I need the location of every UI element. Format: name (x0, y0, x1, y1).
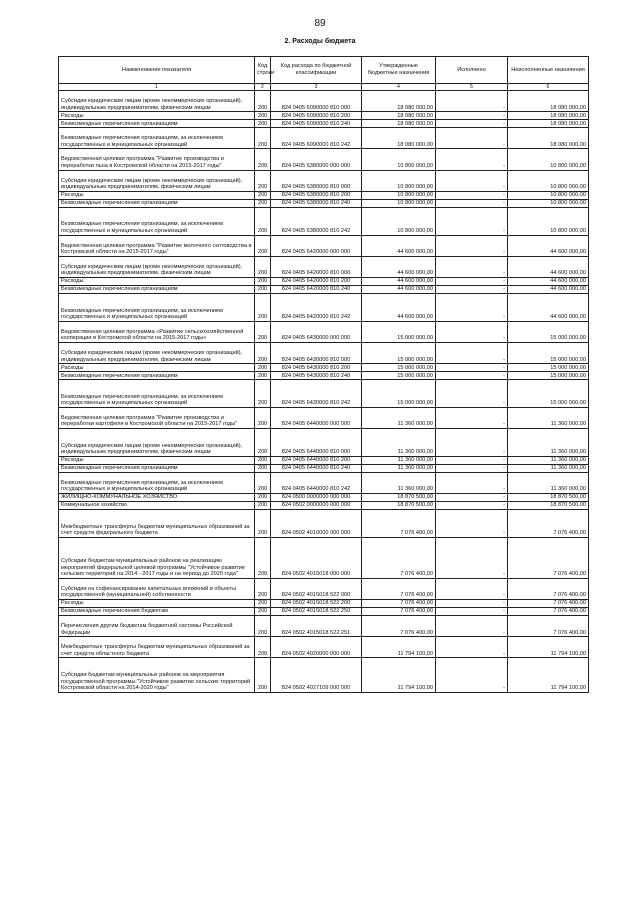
row-line-code: 200 (255, 207, 271, 235)
row-executed: - (436, 285, 508, 293)
row-name: Расходы (59, 600, 255, 608)
row-unexecuted: 44 600 000,00 (508, 293, 589, 321)
row-line-code: 200 (255, 510, 271, 538)
row-name: Расходы (59, 364, 255, 372)
row-name: Межбюджетные трансферты бюджетам муниципальных образований за счет средств федерального бюджета (59, 510, 255, 538)
table-row (59, 537, 589, 578)
row-line-code: 200 (255, 537, 271, 578)
row-approved: 7 076 400,00 (362, 537, 436, 578)
table-row (59, 472, 589, 493)
row-name: Безвозмездные перечисления организациям, за исключением государственных и муниципальных организаций (59, 128, 255, 149)
table-row (59, 277, 589, 285)
row-name: Расходы (59, 112, 255, 120)
table-row (59, 502, 589, 510)
row-approved: 11 794 100,00 (362, 637, 436, 658)
row-unexecuted: 11 360 000,00 (508, 456, 589, 464)
row-unexecuted: 18 080 000,00 (508, 91, 589, 112)
row-approved: 44 600 000,00 (362, 293, 436, 321)
row-line-code: 200 (255, 191, 271, 199)
row-executed: - (436, 256, 508, 277)
row-line-code: 200 (255, 456, 271, 464)
header-line-code: Код строки (255, 57, 271, 84)
table-row (59, 380, 589, 408)
row-name: ЖИЛИЩНО-КОММУНАЛЬНОЕ ХОЗЯЙСТВО (59, 494, 255, 502)
row-approved: 15 000 000,00 (362, 372, 436, 380)
row-line-code: 200 (255, 380, 271, 408)
row-name: Ведомственная целевая программа "Развитие молочного скотоводства в Костромской области на 2015-2017 годы" (59, 235, 255, 256)
row-unexecuted: 10 800 000,00 (508, 207, 589, 235)
row-approved: 11 360 000,00 (362, 464, 436, 472)
row-approved: 15 000 000,00 (362, 364, 436, 372)
row-approved: 18 080 000,00 (362, 91, 436, 112)
row-budget-code: 824 0502 4015018 000 000 (271, 537, 362, 578)
row-approved: 11 360 000,00 (362, 472, 436, 493)
row-unexecuted: 15 000 000,00 (508, 321, 589, 342)
row-budget-code: 824 0405 6440000 810 240 (271, 464, 362, 472)
row-approved: 11 794 100,00 (362, 658, 436, 692)
column-number-row (59, 84, 589, 91)
row-line-code: 200 (255, 364, 271, 372)
row-executed: - (436, 456, 508, 464)
row-approved: 44 600 000,00 (362, 285, 436, 293)
row-unexecuted: 11 794 100,00 (508, 658, 589, 692)
header-budget-code: Код расхода по бюджетной классификации (271, 57, 362, 84)
row-unexecuted: 7 076 400,00 (508, 537, 589, 578)
row-executed: - (436, 578, 508, 599)
row-unexecuted: 44 600 000,00 (508, 256, 589, 277)
row-name: Безвозмездные перечисления организациям, за исключением государственных и муниципальных организаций (59, 293, 255, 321)
row-budget-code: 824 0502 0000000 000 000 (271, 502, 362, 510)
row-approved: 7 076 400,00 (362, 510, 436, 538)
row-line-code: 200 (255, 637, 271, 658)
row-line-code: 200 (255, 464, 271, 472)
row-line-code: 200 (255, 199, 271, 207)
row-name: Субсидии бюджетам муниципальных районов на мероприятия государственной программы "Устойчивое развитие сельских территорий Костромской области на 2014-2020 годы" (59, 658, 255, 692)
row-line-code: 200 (255, 342, 271, 363)
table-row (59, 285, 589, 293)
row-name: Безвозмездные перечисления бюджетам (59, 608, 255, 616)
row-executed: - (436, 191, 508, 199)
table-row (59, 600, 589, 608)
table-row (59, 112, 589, 120)
row-name: Субсидии юридическим лицам (кроме некоммерческих организаций), индивидуальным предпринимателям, физическим лицам (59, 342, 255, 363)
row-budget-code: 824 0405 6430000 810 000 (271, 342, 362, 363)
row-budget-code: 824 0405 6440000 000 000 (271, 407, 362, 428)
row-budget-code: 824 0405 6380000 000 000 (271, 149, 362, 170)
row-approved: 10 800 000,00 (362, 207, 436, 235)
row-approved: 15 000 000,00 (362, 321, 436, 342)
row-unexecuted: 15 000 000,00 (508, 364, 589, 372)
table-row (59, 494, 589, 502)
row-executed: - (436, 293, 508, 321)
row-executed: - (436, 149, 508, 170)
row-budget-code: 824 0502 4015018 522 250 (271, 608, 362, 616)
row-approved: 11 360 000,00 (362, 429, 436, 457)
row-budget-code: 824 0405 6430000 810 200 (271, 364, 362, 372)
row-budget-code: 824 0405 6090000 810 242 (271, 128, 362, 149)
row-budget-code: 824 0502 4020000 000 000 (271, 637, 362, 658)
row-line-code: 200 (255, 285, 271, 293)
table-row (59, 149, 589, 170)
row-name: Безвозмездные перечисления организациям, за исключением государственных и муниципальных организаций (59, 380, 255, 408)
row-line-code: 200 (255, 91, 271, 112)
row-approved: 18 080 000,00 (362, 120, 436, 128)
row-name: Безвозмездные перечисления организациям, за исключением государственных и муниципальных организаций (59, 472, 255, 493)
row-name: Безвозмездные перечисления организациям (59, 372, 255, 380)
column-number: 3 (271, 84, 362, 91)
row-line-code: 200 (255, 658, 271, 692)
row-budget-code: 824 0405 6380000 810 200 (271, 191, 362, 199)
row-name: Межбюджетные трансферты бюджетам муниципальных образований за счет средств областного бюджета (59, 637, 255, 658)
header-approved: Утвержденные бюджетные назначения (362, 57, 436, 84)
table-row (59, 207, 589, 235)
row-name: Безвозмездные перечисления организациям (59, 199, 255, 207)
row-name: Субсидии юридическим лицам (кроме некоммерческих организаций), индивидуальным предпринимателям, физическим лицам (59, 256, 255, 277)
row-executed: - (436, 207, 508, 235)
row-executed: - (436, 608, 508, 616)
row-line-code: 200 (255, 293, 271, 321)
row-executed: - (436, 616, 508, 637)
row-budget-code: 824 0500 0000000 000 000 (271, 494, 362, 502)
column-number: 6 (508, 84, 589, 91)
row-approved: 11 360 000,00 (362, 407, 436, 428)
budget-expenditure-table (58, 56, 589, 693)
row-approved: 10 800 000,00 (362, 199, 436, 207)
row-approved: 18 870 500,00 (362, 494, 436, 502)
row-name: Коммунальное хозяйство (59, 502, 255, 510)
row-unexecuted: 7 076 400,00 (508, 600, 589, 608)
table-row (59, 170, 589, 191)
row-executed: - (436, 472, 508, 493)
row-budget-code: 824 0405 6090000 810 000 (271, 91, 362, 112)
header-unexecuted: Неисполненные назначения (508, 57, 589, 84)
table-row (59, 578, 589, 599)
row-budget-code: 824 0405 6440000 810 242 (271, 472, 362, 493)
row-budget-code: 824 0405 6430000 810 242 (271, 380, 362, 408)
row-name: Расходы (59, 277, 255, 285)
section-title: 2. Расходы бюджета (284, 38, 356, 45)
row-line-code: 200 (255, 578, 271, 599)
row-unexecuted: 11 360 000,00 (508, 472, 589, 493)
row-budget-code: 824 0405 6380000 810 242 (271, 207, 362, 235)
row-executed: - (436, 637, 508, 658)
row-budget-code: 824 0405 6420000 810 240 (271, 285, 362, 293)
row-executed: - (436, 277, 508, 285)
row-executed: - (436, 407, 508, 428)
row-approved: 18 870 500,00 (362, 502, 436, 510)
row-line-code: 200 (255, 608, 271, 616)
row-executed: - (436, 464, 508, 472)
row-budget-code: 824 0405 6380000 810 000 (271, 170, 362, 191)
row-executed: - (436, 364, 508, 372)
row-approved: 15 000 000,00 (362, 380, 436, 408)
row-name: Расходы (59, 456, 255, 464)
row-executed: - (436, 342, 508, 363)
page-number: 89 (314, 18, 326, 29)
row-unexecuted: 44 600 000,00 (508, 285, 589, 293)
table-row (59, 235, 589, 256)
row-budget-code: 824 0405 6430000 000 000 (271, 321, 362, 342)
row-executed: - (436, 170, 508, 191)
row-unexecuted: 11 360 000,00 (508, 429, 589, 457)
row-line-code: 200 (255, 472, 271, 493)
row-executed: - (436, 128, 508, 149)
row-name: Субсидии юридическим лицам (кроме некоммерческих организаций), индивидуальным предпринимателям, физическим лицам (59, 170, 255, 191)
row-unexecuted: 11 794 100,00 (508, 637, 589, 658)
row-unexecuted: 7 076 400,00 (508, 616, 589, 637)
row-budget-code: 824 0502 4015018 522 000 (271, 578, 362, 599)
table-row (59, 199, 589, 207)
row-executed: - (436, 429, 508, 457)
table-row (59, 321, 589, 342)
row-executed: - (436, 91, 508, 112)
row-approved: 18 080 000,00 (362, 128, 436, 149)
table-row (59, 456, 589, 464)
table-row (59, 293, 589, 321)
row-unexecuted: 11 360 000,00 (508, 407, 589, 428)
row-approved: 18 080 000,00 (362, 112, 436, 120)
row-executed: - (436, 112, 508, 120)
table-row (59, 191, 589, 199)
row-line-code: 200 (255, 494, 271, 502)
table-row (59, 372, 589, 380)
row-line-code: 200 (255, 235, 271, 256)
row-name: Безвозмездные перечисления организациям (59, 464, 255, 472)
row-name: Перечисления другим бюджетам бюджетной системы Российской Федерации (59, 616, 255, 637)
row-executed: - (436, 502, 508, 510)
row-budget-code: 824 0405 6420000 810 242 (271, 293, 362, 321)
row-approved: 7 076 400,00 (362, 608, 436, 616)
row-executed: - (436, 658, 508, 692)
table-row (59, 128, 589, 149)
row-budget-code: 824 0405 6440000 810 000 (271, 429, 362, 457)
row-name: Субсидии юридическим лицам (кроме некоммерческих организаций), индивидуальным предпринимателям, физическим лицам (59, 91, 255, 112)
row-name: Ведомственная целевая программа "Развитие производства и переработки картофеля в Костромской области на 2015-2017 годы" (59, 407, 255, 428)
row-unexecuted: 10 800 000,00 (508, 149, 589, 170)
row-executed: - (436, 321, 508, 342)
row-name: Ведомственная целевая программа "Развитие производства и переработки льна в Костромской области на 2015-2017 годы" (59, 149, 255, 170)
row-approved: 7 076 400,00 (362, 600, 436, 608)
row-unexecuted: 7 076 400,00 (508, 578, 589, 599)
table-row (59, 342, 589, 363)
row-budget-code: 824 0405 6380000 810 240 (271, 199, 362, 207)
column-number: 4 (362, 84, 436, 91)
row-line-code: 200 (255, 128, 271, 149)
row-name: Субсидии юридическим лицам (кроме некоммерческих организаций), индивидуальным предпринимателям, физическим лицам (59, 429, 255, 457)
row-name: Безвозмездные перечисления организациям, за исключением государственных и муниципальных организаций (59, 207, 255, 235)
table-row (59, 120, 589, 128)
table-row (59, 510, 589, 538)
row-budget-code: 824 0405 6420000 000 000 (271, 235, 362, 256)
row-line-code: 200 (255, 120, 271, 128)
row-unexecuted: 18 870 500,00 (508, 494, 589, 502)
header-executed: Исполнено (436, 57, 508, 84)
row-unexecuted: 15 000 000,00 (508, 380, 589, 408)
row-approved: 44 600 000,00 (362, 256, 436, 277)
table-row (59, 658, 589, 692)
row-unexecuted: 11 360 000,00 (508, 464, 589, 472)
row-line-code: 200 (255, 407, 271, 428)
row-unexecuted: 7 076 400,00 (508, 608, 589, 616)
row-line-code: 200 (255, 429, 271, 457)
header-name: Наименование показателя (59, 57, 255, 84)
table-row (59, 429, 589, 457)
row-executed: - (436, 372, 508, 380)
row-unexecuted: 7 076 400,00 (508, 510, 589, 538)
row-executed: - (436, 120, 508, 128)
row-line-code: 200 (255, 372, 271, 380)
row-name: Расходы (59, 191, 255, 199)
row-unexecuted: 18 870 500,00 (508, 502, 589, 510)
row-approved: 11 360 000,00 (362, 456, 436, 464)
table-row (59, 91, 589, 112)
row-budget-code: 824 0502 4015018 522 251 (271, 616, 362, 637)
row-unexecuted: 10 800 000,00 (508, 170, 589, 191)
row-line-code: 200 (255, 149, 271, 170)
row-budget-code: 824 0502 4027109 000 000 (271, 658, 362, 692)
table-row (59, 364, 589, 372)
row-line-code: 200 (255, 170, 271, 191)
row-name: Безвозмездные перечисления организациям (59, 285, 255, 293)
row-unexecuted: 10 800 000,00 (508, 199, 589, 207)
row-line-code: 200 (255, 600, 271, 608)
table-row (59, 256, 589, 277)
row-approved: 10 800 000,00 (362, 191, 436, 199)
row-unexecuted: 44 600 000,00 (508, 277, 589, 285)
column-number: 5 (436, 84, 508, 91)
row-unexecuted: 44 600 000,00 (508, 235, 589, 256)
row-name: Субсидии на софинансирование капитальных вложений в объекты государственной (муниципальной) собственности (59, 578, 255, 599)
row-line-code: 200 (255, 277, 271, 285)
row-line-code: 200 (255, 502, 271, 510)
row-executed: - (436, 510, 508, 538)
row-approved: 10 800 000,00 (362, 170, 436, 191)
row-unexecuted: 18 080 000,00 (508, 120, 589, 128)
row-approved: 7 076 400,00 (362, 616, 436, 637)
column-number: 1 (59, 84, 255, 91)
row-name: Безвозмездные перечисления организациям (59, 120, 255, 128)
row-executed: - (436, 380, 508, 408)
row-approved: 7 076 400,00 (362, 578, 436, 599)
row-executed: - (436, 235, 508, 256)
row-unexecuted: 10 800 000,00 (508, 191, 589, 199)
row-budget-code: 824 0502 4015018 522 200 (271, 600, 362, 608)
row-name: Ведомственная целевая программа «Развитие сельскохозяйственной кооперации в Костромской области на 2015-2017 годы» (59, 321, 255, 342)
row-executed: - (436, 494, 508, 502)
row-budget-code: 824 0405 6090000 810 200 (271, 112, 362, 120)
row-budget-code: 824 0405 6420000 810 200 (271, 277, 362, 285)
table-row (59, 608, 589, 616)
row-approved: 15 000 000,00 (362, 342, 436, 363)
row-line-code: 200 (255, 112, 271, 120)
row-line-code: 200 (255, 256, 271, 277)
row-unexecuted: 18 080 000,00 (508, 128, 589, 149)
table-header-row (59, 57, 589, 84)
row-line-code: 200 (255, 321, 271, 342)
row-executed: - (436, 199, 508, 207)
row-approved: 44 600 000,00 (362, 235, 436, 256)
column-number: 2 (255, 84, 271, 91)
row-budget-code: 824 0405 6440000 810 200 (271, 456, 362, 464)
row-approved: 10 800 000,00 (362, 149, 436, 170)
table-row (59, 637, 589, 658)
row-unexecuted: 18 080 000,00 (508, 112, 589, 120)
row-unexecuted: 15 000 000,00 (508, 342, 589, 363)
row-budget-code: 824 0405 6420000 810 000 (271, 256, 362, 277)
row-unexecuted: 15 000 000,00 (508, 372, 589, 380)
row-name: Субсидии бюджетам муниципальных районов на реализацию мероприятий федеральной целевой программы "Устойчивое развитие сельских территорий на 2014 - 2017 годы и на период до 2020 года" (59, 537, 255, 578)
row-budget-code: 824 0405 6090000 810 240 (271, 120, 362, 128)
row-executed: - (436, 537, 508, 578)
row-budget-code: 824 0502 4010000 000 000 (271, 510, 362, 538)
table-row (59, 464, 589, 472)
table-row (59, 616, 589, 637)
row-line-code: 200 (255, 616, 271, 637)
row-executed: - (436, 600, 508, 608)
row-approved: 44 600 000,00 (362, 277, 436, 285)
table-row (59, 407, 589, 428)
row-budget-code: 824 0405 6430000 810 240 (271, 372, 362, 380)
